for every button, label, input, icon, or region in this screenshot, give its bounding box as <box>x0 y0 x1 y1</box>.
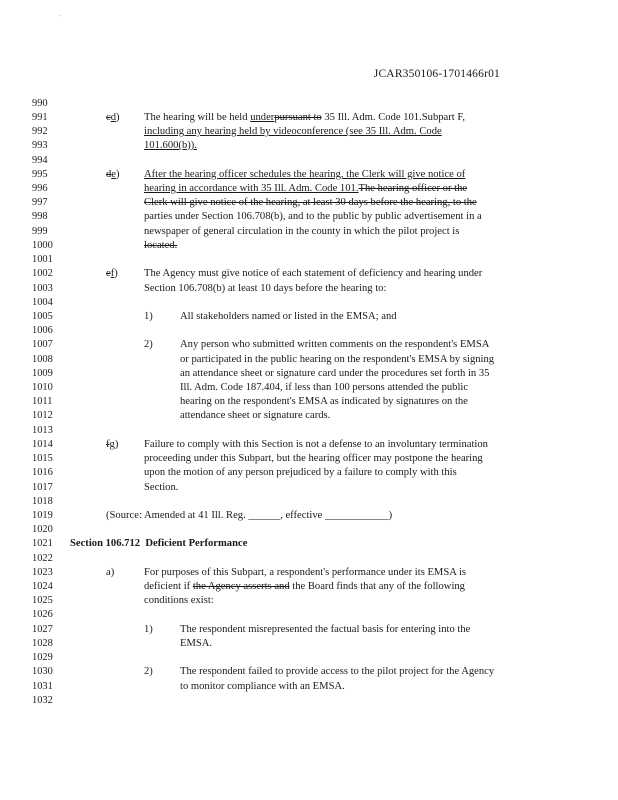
paragraph-line: proceeding under this Subpart, but the hearing officer may postpone the hearing <box>144 453 483 464</box>
list-item-text: The respondent failed to provide access to the pilot project for the Agency <box>180 666 495 677</box>
line-number: 1012 <box>32 410 53 421</box>
paragraph-line: deficient if the Agency asserts and the Board finds that any of the following <box>144 581 465 592</box>
list-item-text: an attendance sheet or signature card under the procedures set forth in 35 <box>180 368 490 379</box>
line-number: 1021 <box>32 538 53 549</box>
line-number: 1006 <box>32 325 53 336</box>
line-number: 1009 <box>32 368 53 379</box>
line-number: 997 <box>32 197 48 208</box>
subsection-label: ef) <box>106 268 118 279</box>
line-number: 1017 <box>32 482 53 493</box>
paragraph-line: conditions exist: <box>144 595 214 606</box>
line-number: 1026 <box>32 609 53 620</box>
line-number: 1019 <box>32 510 53 521</box>
line-number: 1024 <box>32 581 53 592</box>
line-number: 1032 <box>32 695 53 706</box>
line-number: 1023 <box>32 567 53 578</box>
list-item-text: Any person who submitted written comments on the respondent's EMSA <box>180 339 490 350</box>
paragraph-line: The Agency must give notice of each statement of deficiency and hearing under <box>144 268 483 279</box>
line-number: 1025 <box>32 595 53 606</box>
line-number: 1013 <box>32 425 53 436</box>
paragraph-line: Failure to comply with this Section is not a defense to an involuntary termination <box>144 439 488 450</box>
line-number: 1001 <box>32 254 53 265</box>
line-number: 1028 <box>32 638 53 649</box>
source-note: (Source: Amended at 41 Ill. Reg. ______, effective ____________) <box>106 510 393 521</box>
paragraph-line: The hearing will be held underpursuant to 35 Ill. Adm. Code 101.Subpart F, <box>144 112 466 123</box>
line-number: 1027 <box>32 624 53 635</box>
line-number: 1015 <box>32 453 53 464</box>
line-number: 1029 <box>32 652 53 663</box>
line-number: 990 <box>32 98 48 109</box>
subsection-label: de) <box>106 169 120 180</box>
line-number: 1008 <box>32 354 53 365</box>
blank-register-number: ______ <box>248 510 281 521</box>
line-number: 1014 <box>32 439 53 450</box>
line-number: 995 <box>32 169 48 180</box>
paragraph-line: Section 106.708(b) at least 10 days before the hearing to: <box>144 283 387 294</box>
paragraph-line: hearing in accordance with 35 Ill. Adm. Code 101.The hearing officer or the <box>144 183 468 194</box>
line-number: 993 <box>32 140 48 151</box>
line-number: 994 <box>32 155 48 166</box>
paragraph-line: Section. <box>144 482 179 493</box>
line-number: 1002 <box>32 268 53 279</box>
line-number: 1022 <box>32 553 53 564</box>
paragraph-line: parties under Section 106.708(b), and to the public by public advertisement in a <box>144 211 482 222</box>
list-item-text: to monitor compliance with an EMSA. <box>180 681 345 692</box>
line-number: 1030 <box>32 666 53 677</box>
subsection-label: a) <box>106 567 115 578</box>
line-number: 1016 <box>32 467 53 478</box>
line-number: 1031 <box>32 681 53 692</box>
line-number: 991 <box>32 112 48 123</box>
paragraph-line: including any hearing held by videoconference (see 35 Ill. Adm. Code <box>144 126 442 137</box>
list-item-text: EMSA. <box>180 638 213 649</box>
paragraph-line: upon the motion of any person prejudiced by a failure to comply with this <box>144 467 457 478</box>
line-number: 1011 <box>32 396 53 407</box>
subsection-label: cd) <box>106 112 120 123</box>
line-number: 1010 <box>32 382 53 393</box>
blank-effective-date: ____________ <box>325 510 389 521</box>
line-number: 992 <box>32 126 48 137</box>
list-item-label: 1) <box>144 311 153 322</box>
paragraph-line: For purposes of this Subpart, a respondent's performance under its EMSA is <box>144 567 467 578</box>
paragraph-line: newspaper of general circulation in the county in which the pilot project is <box>144 226 460 237</box>
list-item-text: or participated in the public hearing on the respondent's EMSA by signing <box>180 354 495 365</box>
line-number: 1018 <box>32 496 53 507</box>
list-item-label: 2) <box>144 666 153 677</box>
list-item-text: All stakeholders named or listed in the EMSA; and <box>180 311 397 322</box>
corner-mark: ' <box>60 14 62 22</box>
line-number: 1020 <box>32 524 53 535</box>
list-item-text: The respondent misrepresented the factual basis for entering into the <box>180 624 471 635</box>
line-number: 998 <box>32 211 48 222</box>
list-item-label: 2) <box>144 339 153 350</box>
section-number: Section 106.712 <box>70 538 141 549</box>
list-item-label: 1) <box>144 624 153 635</box>
document-id: JCAR350106-1701466r01 <box>373 68 500 80</box>
paragraph-line: located. <box>144 240 178 251</box>
paragraph-line: After the hearing officer schedules the hearing, the Clerk will give notice of <box>144 169 466 180</box>
list-item-text: hearing on the respondent's EMSA as indicated by signatures on the <box>180 396 468 407</box>
line-number: 1007 <box>32 339 53 350</box>
paragraph-line: Clerk will give notice of the hearing, at least 30 days before the hearing, to the <box>144 197 477 208</box>
section-heading <box>0 537 618 551</box>
list-item-text: Ill. Adm. Code 187.404, if less than 100 persons attended the public <box>180 382 469 393</box>
line-number: 996 <box>32 183 48 194</box>
line-number: 1003 <box>32 283 53 294</box>
line-number: 999 <box>32 226 48 237</box>
paragraph-line: 101.600(b)). <box>144 140 197 151</box>
line-number: 1004 <box>32 297 53 308</box>
subsection-label: fg) <box>106 439 119 450</box>
section-title: Deficient Performance <box>145 538 248 549</box>
line-number: 1005 <box>32 311 53 322</box>
list-item-text: attendance sheet or signature cards. <box>180 410 331 421</box>
line-number: 1000 <box>32 240 53 251</box>
